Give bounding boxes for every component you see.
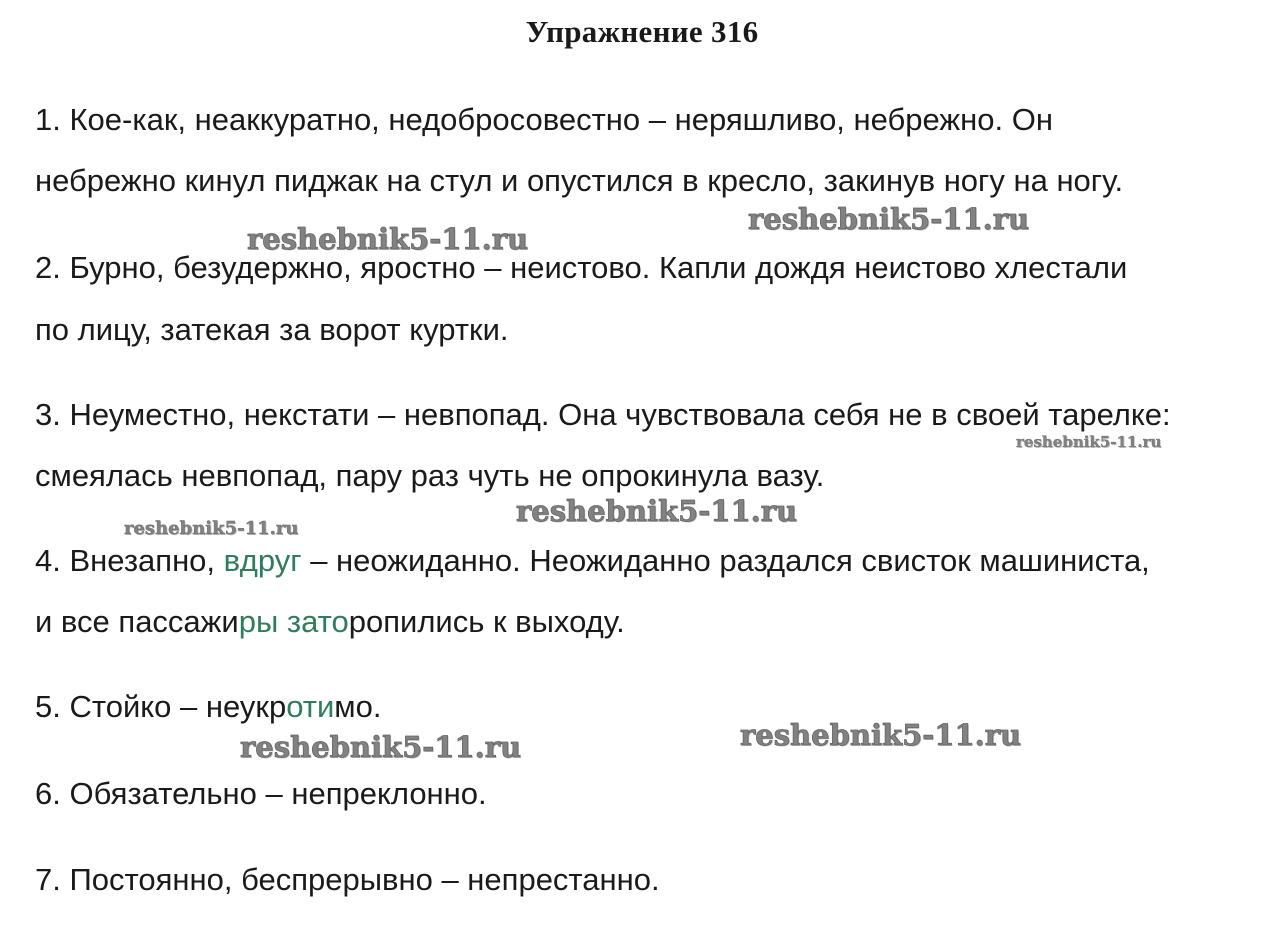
exercise-title: Упражнение 316 [525,14,759,49]
text-line-1: 1. Кое-как, неаккуратно, недобросовестно – неряшливо, небрежно. Он [35,102,1053,137]
watermark: reshebnik5-11.ru [1016,433,1162,451]
text-segment: 5. Стойко – неукр [35,689,287,724]
watermark: reshebnik5-11.ru [240,730,522,764]
text-line-11: 7. Постоянно, беспрерывно – непрестанно. [35,862,660,897]
text-line-3: 2. Бурно, безудержно, яростно – неистово. Капли дождя неистово хлестали [35,250,1128,285]
watermark: reshebnik5-11.ru [740,718,1022,752]
text-line-9 [35,689,381,725]
text-line-4: по лицу, затекая за ворот куртки. [35,312,509,347]
highlighted-fragment: оти [286,689,335,724]
watermark: reshebnik5-11.ru [247,222,529,256]
text-line-8 [35,604,625,640]
text-segment: – неожиданно. Неожиданно раздался свисток машиниста, [301,543,1150,578]
text-line-7 [35,543,1150,579]
highlighted-word: вдруг [223,543,302,578]
text-line-2: небрежно кинул пиджак на стул и опустился в кресло, закинув ногу на ногу. [35,163,1124,198]
highlighted-fragment: ры зато [238,604,349,639]
text-line-10: 6. Обязательно – непреклонно. [35,776,487,811]
text-line-6: смеялась невпопад, пару раз чуть не опрокинула вазу. [35,458,825,493]
text-segment: мо. [334,689,382,724]
watermark: reshebnik5-11.ru [124,518,299,539]
watermark: reshebnik5-11.ru [516,494,798,528]
text-segment: 4. Внезапно, [35,543,224,578]
text-line-5: 3. Неуместно, некстати – невпопад. Она чувствовала себя не в своей тарелке: [35,397,1171,432]
text-segment: и все пассажи [35,604,239,639]
text-segment: ропились к выходу. [348,604,625,639]
watermark: reshebnik5-11.ru [748,202,1030,236]
